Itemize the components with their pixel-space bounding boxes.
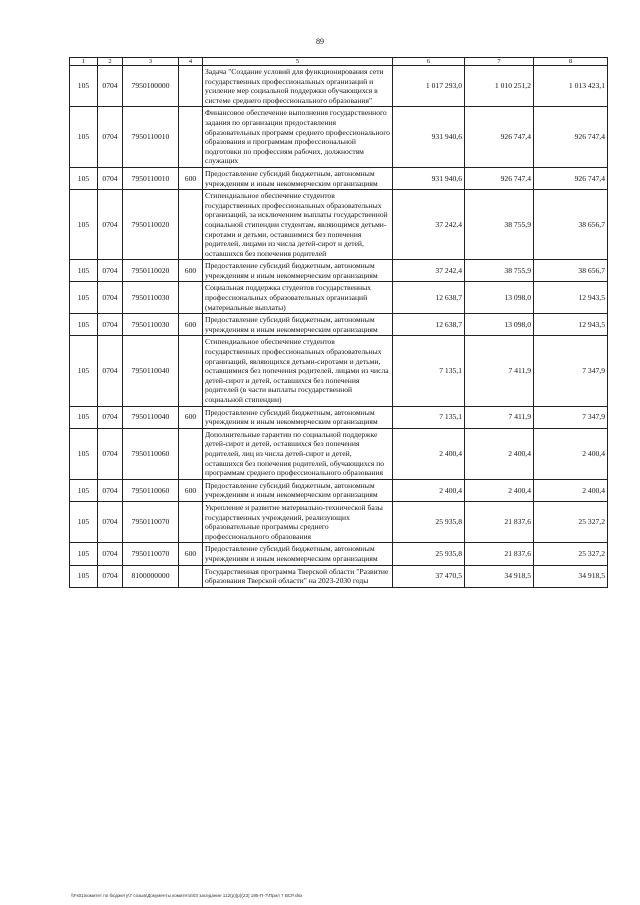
amount-col8-cell: 1 013 423,1	[534, 66, 608, 107]
table-row	[70, 167, 608, 189]
column-header: 5	[203, 58, 393, 66]
target-article-code-cell: 7950110060	[123, 479, 179, 501]
amount-col7-cell: 38 755,9	[465, 260, 534, 282]
description-cell: Предоставление субсидий бюджетным, автономным учреждениям и иным некоммерческим организациям	[203, 479, 393, 501]
expense-type-code-cell	[179, 565, 203, 587]
expense-type-code-cell: 600	[179, 314, 203, 336]
table-row	[70, 543, 608, 565]
amount-col8-cell: 38 656,7	[534, 190, 608, 260]
expense-type-code-cell	[179, 282, 203, 314]
chapter-code-cell: 105	[70, 167, 98, 189]
section-code-cell: 0704	[98, 66, 123, 107]
description-cell: Дополнительные гарантии по социальной поддержке детей-сирот и детей, оставшихся без попечения родителей, лиц из числа детей-сирот и детей, оставшихся без попечения родителей, обучающихся по программам среднего профессионального образования	[203, 428, 393, 479]
description-cell: Социальная поддержка студентов государственных профессиональных образовательных организаций (материальные выплаты)	[203, 282, 393, 314]
amount-col7-cell: 38 755,9	[465, 190, 534, 260]
amount-col6-cell: 37 242,4	[393, 190, 465, 260]
amount-col7-cell: 21 837,6	[465, 501, 534, 542]
amount-col6-cell: 7 135,1	[393, 406, 465, 428]
description-cell: Стипендиальное обеспечение студентов государственных профессиональных образовательных организаций, за исключением выплаты государственной социальной стипендии студентам, являющимся детьми-сиротами и детьми, оставшимися без попечения родителей, лицами из числа детей-сирот и детей, оставшихся без попечения родителей	[203, 190, 393, 260]
chapter-code-cell: 105	[70, 543, 98, 565]
table-row	[70, 406, 608, 428]
amount-col7-cell: 13 098,0	[465, 282, 534, 314]
column-header: 1	[70, 58, 98, 66]
footer-file-path: \\Fs01\комитет по бюджету\7 созыв\Документы комитета\03 заседание 112(р)(р)(23) 195-П-7\Прил 7 ВСР.xlsx	[71, 893, 303, 898]
table-row	[70, 282, 608, 314]
chapter-code-cell: 105	[70, 479, 98, 501]
table-row	[70, 501, 608, 542]
amount-col7-cell: 13 098,0	[465, 314, 534, 336]
column-header: 8	[534, 58, 608, 66]
chapter-code-cell: 105	[70, 190, 98, 260]
section-code-cell: 0704	[98, 167, 123, 189]
table-row	[70, 479, 608, 501]
page-number: 89	[316, 37, 324, 46]
expense-type-code-cell: 600	[179, 543, 203, 565]
table-row	[70, 428, 608, 479]
amount-col6-cell: 2 400,4	[393, 428, 465, 479]
chapter-code-cell: 105	[70, 501, 98, 542]
table-row	[70, 190, 608, 260]
chapter-code-cell: 105	[70, 260, 98, 282]
target-article-code-cell: 7950110060	[123, 428, 179, 479]
amount-col8-cell: 12 943,5	[534, 282, 608, 314]
amount-col6-cell: 25 935,8	[393, 543, 465, 565]
amount-col8-cell: 2 400,4	[534, 428, 608, 479]
expense-type-code-cell	[179, 336, 203, 406]
amount-col8-cell: 25 327,2	[534, 543, 608, 565]
description-cell: Предоставление субсидий бюджетным, автономным учреждениям и иным некоммерческим организациям	[203, 167, 393, 189]
target-article-code-cell: 7950110010	[123, 167, 179, 189]
amount-col7-cell: 2 400,4	[465, 428, 534, 479]
amount-col7-cell: 1 010 251,2	[465, 66, 534, 107]
table-row	[70, 107, 608, 168]
target-article-code-cell: 7950110070	[123, 543, 179, 565]
amount-col8-cell: 12 943,5	[534, 314, 608, 336]
section-code-cell: 0704	[98, 107, 123, 168]
amount-col8-cell: 25 327,2	[534, 501, 608, 542]
amount-col7-cell: 926 747,4	[465, 167, 534, 189]
expense-type-code-cell	[179, 107, 203, 168]
target-article-code-cell: 7950100000	[123, 66, 179, 107]
amount-col6-cell: 12 638,7	[393, 282, 465, 314]
chapter-code-cell: 105	[70, 406, 98, 428]
table-row	[70, 336, 608, 406]
description-cell: Финансовое обеспечение выполнения государственного задания по организации предоставления образовательных программ среднего профессионального образования и программам профессиональной подготовки по профессиям рабочих, должностям служащих	[203, 107, 393, 168]
amount-col7-cell: 7 411,9	[465, 406, 534, 428]
description-cell: Предоставление субсидий бюджетным, автономным учреждениям и иным некоммерческим организациям	[203, 543, 393, 565]
description-cell: Государственная программа Тверской области "Развитие образования Тверской области" на 2023-2030 годы	[203, 565, 393, 587]
amount-col8-cell: 2 400,4	[534, 479, 608, 501]
amount-col6-cell: 2 400,4	[393, 479, 465, 501]
chapter-code-cell: 105	[70, 66, 98, 107]
amount-col6-cell: 37 242,4	[393, 260, 465, 282]
amount-col6-cell: 7 135,1	[393, 336, 465, 406]
amount-col6-cell: 12 638,7	[393, 314, 465, 336]
amount-col7-cell: 21 837,6	[465, 543, 534, 565]
section-code-cell: 0704	[98, 501, 123, 542]
section-code-cell: 0704	[98, 428, 123, 479]
column-header: 6	[393, 58, 465, 66]
amount-col6-cell: 1 017 293,0	[393, 66, 465, 107]
chapter-code-cell: 105	[70, 107, 98, 168]
target-article-code-cell: 7950110020	[123, 190, 179, 260]
table-body	[70, 66, 608, 588]
target-article-code-cell: 7950110030	[123, 282, 179, 314]
description-cell: Стипендиальное обеспечение студентов государственных профессиональных образовательных организаций, являющихся детьми-сиротами и детьми, оставшимися без попечения родителей, лицами из числа детей-сирот и детей, оставшихся без попечения родителей (в части выплаты государственной социальной стипендии)	[203, 336, 393, 406]
section-code-cell: 0704	[98, 282, 123, 314]
expense-type-code-cell: 600	[179, 260, 203, 282]
amount-col7-cell: 926 747,4	[465, 107, 534, 168]
table-row	[70, 565, 608, 587]
section-code-cell: 0704	[98, 314, 123, 336]
target-article-code-cell: 7950110030	[123, 314, 179, 336]
budget-table	[69, 57, 608, 588]
expense-type-code-cell	[179, 428, 203, 479]
target-article-code-cell: 7950110020	[123, 260, 179, 282]
chapter-code-cell: 105	[70, 336, 98, 406]
expense-type-code-cell: 600	[179, 479, 203, 501]
target-article-code-cell: 8100000000	[123, 565, 179, 587]
table-header-row	[70, 58, 608, 66]
table-row	[70, 66, 608, 107]
chapter-code-cell: 105	[70, 565, 98, 587]
column-header: 7	[465, 58, 534, 66]
amount-col6-cell: 931 940,6	[393, 107, 465, 168]
target-article-code-cell: 7950110040	[123, 406, 179, 428]
description-cell: Предоставление субсидий бюджетным, автономным учреждениям и иным некоммерческим организациям	[203, 314, 393, 336]
amount-col8-cell: 38 656,7	[534, 260, 608, 282]
amount-col6-cell: 931 940,6	[393, 167, 465, 189]
description-cell: Предоставление субсидий бюджетным, автономным учреждениям и иным некоммерческим организациям	[203, 406, 393, 428]
amount-col8-cell: 926 747,4	[534, 167, 608, 189]
section-code-cell: 0704	[98, 479, 123, 501]
amount-col6-cell: 25 935,8	[393, 501, 465, 542]
section-code-cell: 0704	[98, 260, 123, 282]
expense-type-code-cell	[179, 501, 203, 542]
target-article-code-cell: 7950110070	[123, 501, 179, 542]
section-code-cell: 0704	[98, 336, 123, 406]
section-code-cell: 0704	[98, 406, 123, 428]
expense-type-code-cell	[179, 190, 203, 260]
target-article-code-cell: 7950110010	[123, 107, 179, 168]
amount-col8-cell: 7 347,9	[534, 336, 608, 406]
chapter-code-cell: 105	[70, 282, 98, 314]
column-header: 4	[179, 58, 203, 66]
amount-col8-cell: 34 918,5	[534, 565, 608, 587]
description-cell: Предоставление субсидий бюджетным, автономным учреждениям и иным некоммерческим организациям	[203, 260, 393, 282]
chapter-code-cell: 105	[70, 428, 98, 479]
description-cell: Задача "Создание условий для функционирования сети государственных профессиональных организаций и усиление мер социальной поддержки обучающихся в системе среднего профессионального образования"	[203, 66, 393, 107]
expense-type-code-cell	[179, 66, 203, 107]
section-code-cell: 0704	[98, 543, 123, 565]
chapter-code-cell: 105	[70, 314, 98, 336]
column-header: 3	[123, 58, 179, 66]
amount-col8-cell: 7 347,9	[534, 406, 608, 428]
amount-col7-cell: 2 400,4	[465, 479, 534, 501]
section-code-cell: 0704	[98, 190, 123, 260]
expense-type-code-cell: 600	[179, 167, 203, 189]
section-code-cell: 0704	[98, 565, 123, 587]
table-row	[70, 314, 608, 336]
table-row	[70, 260, 608, 282]
target-article-code-cell: 7950110040	[123, 336, 179, 406]
amount-col7-cell: 7 411,9	[465, 336, 534, 406]
amount-col7-cell: 34 918,5	[465, 565, 534, 587]
amount-col8-cell: 926 747,4	[534, 107, 608, 168]
expense-type-code-cell: 600	[179, 406, 203, 428]
column-header: 2	[98, 58, 123, 66]
amount-col6-cell: 37 470,5	[393, 565, 465, 587]
description-cell: Укрепление и развитие материально-технической базы государственных учреждений, реализующих образовательные программы среднего профессионального образования	[203, 501, 393, 542]
